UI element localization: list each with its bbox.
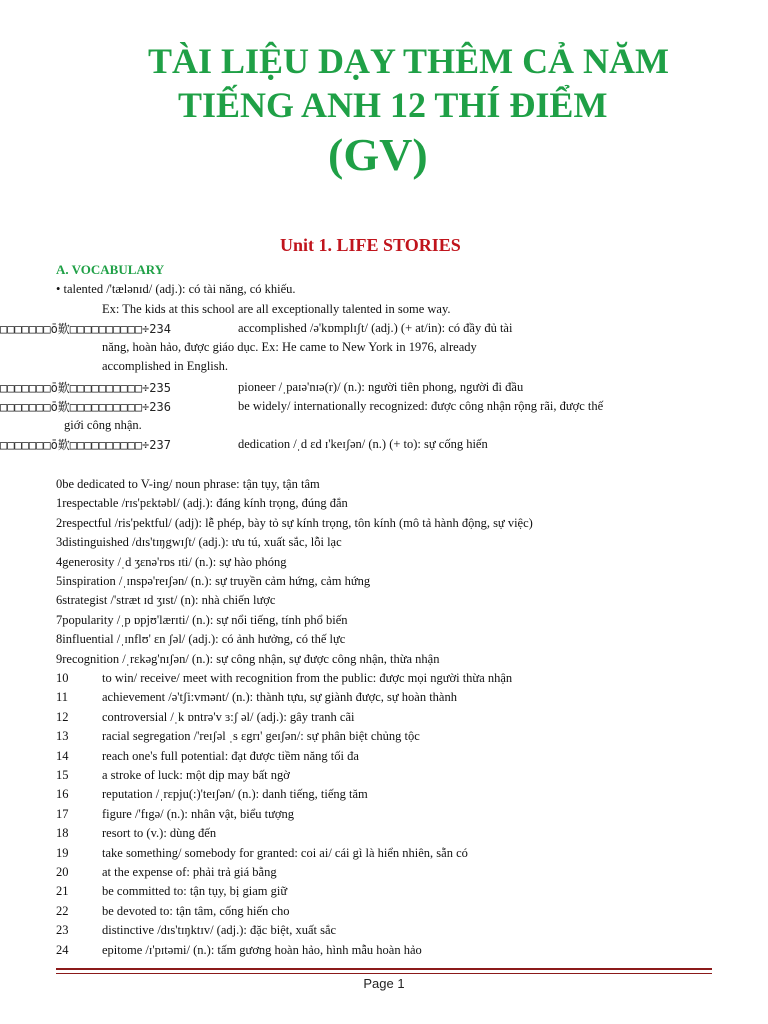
vocab-row: [56, 786, 368, 802]
vocab-text: controversial /ˌk ɒntrə'v ɜ:ʃ əl/ (adj.): gây tranh cãi: [102, 709, 355, 724]
doc-title-line1: TÀI LIỆU DẠY THÊM CẢ NĂM: [148, 41, 670, 81]
vocab-text: reputation /ˌrɛpju(:)'teɪʃən/ (n.): danh tiếng, tiếng tăm: [102, 787, 368, 802]
doc-title-line3: (GV): [328, 129, 428, 180]
vocab-number: 6: [56, 593, 63, 608]
vocab-number: 14: [56, 748, 69, 763]
page-number: Page 1: [363, 976, 405, 991]
vocab-number: 0: [56, 477, 63, 491]
vocab-row: [56, 534, 342, 550]
vocab-row: [56, 592, 275, 608]
vocab-text: be dedicated to V-ing/ noun phrase: tận tụy, tận tâm: [62, 477, 320, 491]
vocab-text: reach one's full potential: đạt được tiềm năng tối đa: [102, 748, 359, 763]
vocab-number: 22: [56, 903, 69, 918]
vocab-row: [56, 709, 354, 725]
footer-rule-thin: [56, 973, 712, 974]
vocab-text: distinguished /dɪs'tɪŋgwɪʃt/ (adj.): ưu tú, xuất sắc, lỗi lạc: [62, 535, 342, 550]
vocab-text: take something/ somebody for granted: coi ai/ cái gì là hiển nhiên, sẵn có: [102, 845, 468, 860]
entry-accomplished-cont: năng, hoàn hảo, được giáo dục. Ex: He came to New York in 1976, already: [102, 340, 477, 354]
vocab-row: [56, 495, 348, 511]
vocab-row: [56, 612, 348, 628]
footer-rule: [56, 968, 712, 970]
vocab-number: 8: [56, 632, 63, 647]
vocab-text: influential /ˌɪnflʊ' ɛn ʃəl/ (adj.): có ảnh hưởng, có thế lực: [62, 632, 346, 647]
vocab-row: [56, 573, 370, 589]
bullet-talented: • talented /'tælənɪd/ (adj.): có tài năng, có khiếu.: [56, 282, 296, 296]
doc-title-line2: TIẾNG ANH 12 THÍ ĐIỂM: [178, 85, 608, 125]
vocab-number: 21: [56, 884, 69, 899]
vocab-number: 17: [56, 806, 69, 821]
vocab-text: respectful /ris'pektful/ (adj): lễ phép, bày tỏ sự kính trọng, tôn kính (mô tả hành động, sự việc): [62, 515, 533, 530]
entry-recognized-cont: giới công nhận.: [64, 418, 142, 432]
vocab-row: [56, 476, 320, 492]
garbled-marker-236: □□□□□□□ō歎□□□□□□□□□□÷236: [0, 400, 171, 414]
vocab-number: 23: [56, 923, 69, 938]
entry-accomplished-cont2: accomplished in English.: [102, 359, 229, 373]
vocab-text: racial segregation /'reɪʃəl ˌs ɛgrɪ' geɪʃən/: sự phân biệt chủng tộc: [102, 729, 420, 744]
vocab-row: [56, 806, 294, 822]
vocab-text: distinctive /dɪs'tɪŋktɪv/ (adj.): đặc biệt, xuất sắc: [102, 923, 337, 938]
vocab-number: 15: [56, 768, 69, 782]
vocab-number: 9: [56, 651, 63, 666]
vocab-row: [56, 728, 420, 744]
vocab-number: 4: [56, 554, 63, 569]
entry-dedication: dedication /ˌd ɛd ɪ'keɪʃən/ (n.) (+ to): sự cống hiến: [238, 437, 488, 451]
vocab-row: [56, 922, 336, 938]
vocab-number: 2: [56, 515, 63, 530]
vocab-text: recognition /ˌrɛkəg'nɪʃən/ (n.): sự công nhận, sự được công nhận, thừa nhận: [62, 651, 440, 666]
garbled-marker-235: □□□□□□□ō歎□□□□□□□□□□÷235: [0, 381, 171, 395]
vocab-number: 11: [56, 690, 69, 705]
section-heading: A. VOCABULARY: [56, 262, 165, 277]
vocab-row: [56, 903, 289, 919]
vocab-number: 12: [56, 709, 69, 724]
garbled-marker-237: □□□□□□□ō歎□□□□□□□□□□÷237: [0, 438, 171, 452]
vocab-row: [56, 554, 287, 570]
vocab-text: at the expense of: phải trả giá bằng: [102, 865, 277, 879]
vocab-row: [56, 748, 359, 764]
vocab-number: 1: [56, 496, 63, 511]
vocab-number: 13: [56, 729, 69, 744]
entry-accomplished: accomplished /ə'kɒmplɪʃt/ (adj.) (+ at/in): có đầy đủ tài: [238, 321, 513, 335]
vocab-row: [56, 883, 287, 899]
example-talented: Ex: The kids at this school are all exceptionally talented in some way.: [102, 302, 451, 316]
vocab-number: 20: [56, 865, 69, 879]
vocab-row: [56, 767, 290, 783]
vocab-number: 18: [56, 826, 69, 841]
vocab-row: [56, 864, 277, 880]
vocab-number: 5: [56, 574, 63, 588]
entry-recognized: be widely/ internationally recognized: được công nhận rộng rãi, được thế: [238, 399, 604, 413]
garbled-marker-234: □□□□□□□ō歎□□□□□□□□□□÷234: [0, 322, 171, 336]
vocab-number: 24: [56, 942, 69, 957]
vocab-text: epitome /ɪ'pɪtəmi/ (n.): tấm gương hoàn hảo, hình mẫu hoàn hảo: [102, 942, 422, 957]
vocab-text: a stroke of luck: một dịp may bất ngờ: [102, 768, 290, 782]
vocab-text: popularity /ˌp ɒpjʊ'lærɪti/ (n.): sự nổi tiếng, tính phổ biến: [62, 612, 348, 627]
vocab-text: strategist /'stræt ɪd ʒɪst/ (n): nhà chiến lược: [62, 593, 276, 608]
vocab-number: 16: [56, 787, 69, 802]
vocab-row: [56, 631, 345, 647]
vocab-text: achievement /ə'tʃi:vmənt/ (n.): thành tựu, sự giành được, sự hoàn thành: [102, 690, 457, 705]
vocab-text: inspiration /ˌɪnspə'reɪʃən/ (n.): sự truyền cảm hứng, cảm hứng: [62, 574, 371, 588]
vocab-text: resort to (v.): dùng đến: [102, 826, 217, 841]
unit-heading: Unit 1. LIFE STORIES: [280, 235, 461, 255]
vocab-row: [56, 651, 439, 667]
vocab-row: [56, 689, 457, 705]
vocab-text: generosity /ˌd ʒɛnə'rɒs ɪti/ (n.): sự hào phóng: [62, 554, 287, 569]
vocab-text: be committed to: tận tụy, bị giam giữ: [102, 884, 288, 899]
vocab-text: respectable /rɪs'pɛktəbl/ (adj.): đáng kính trọng, đúng đắn: [62, 496, 348, 511]
vocab-row: [56, 825, 216, 841]
vocab-row: [56, 670, 512, 686]
vocab-row: [56, 515, 533, 531]
vocab-number: 7: [56, 612, 63, 627]
vocab-number: 10: [56, 671, 69, 685]
vocab-number: 19: [56, 845, 69, 860]
vocab-number: 3: [56, 535, 63, 550]
vocab-text: be devoted to: tận tâm, cống hiến cho: [102, 903, 290, 918]
vocab-text: figure /'fɪgə/ (n.): nhân vật, biểu tượng: [102, 806, 294, 821]
vocab-row: [56, 845, 468, 861]
entry-pioneer: pioneer /ˌpaɪə'nɪə(r)/ (n.): người tiên phong, người đi đầu: [238, 380, 524, 394]
vocab-row: [56, 942, 422, 958]
vocab-text: to win/ receive/ meet with recognition from the public: được mọi người thừa nhận: [102, 671, 513, 685]
